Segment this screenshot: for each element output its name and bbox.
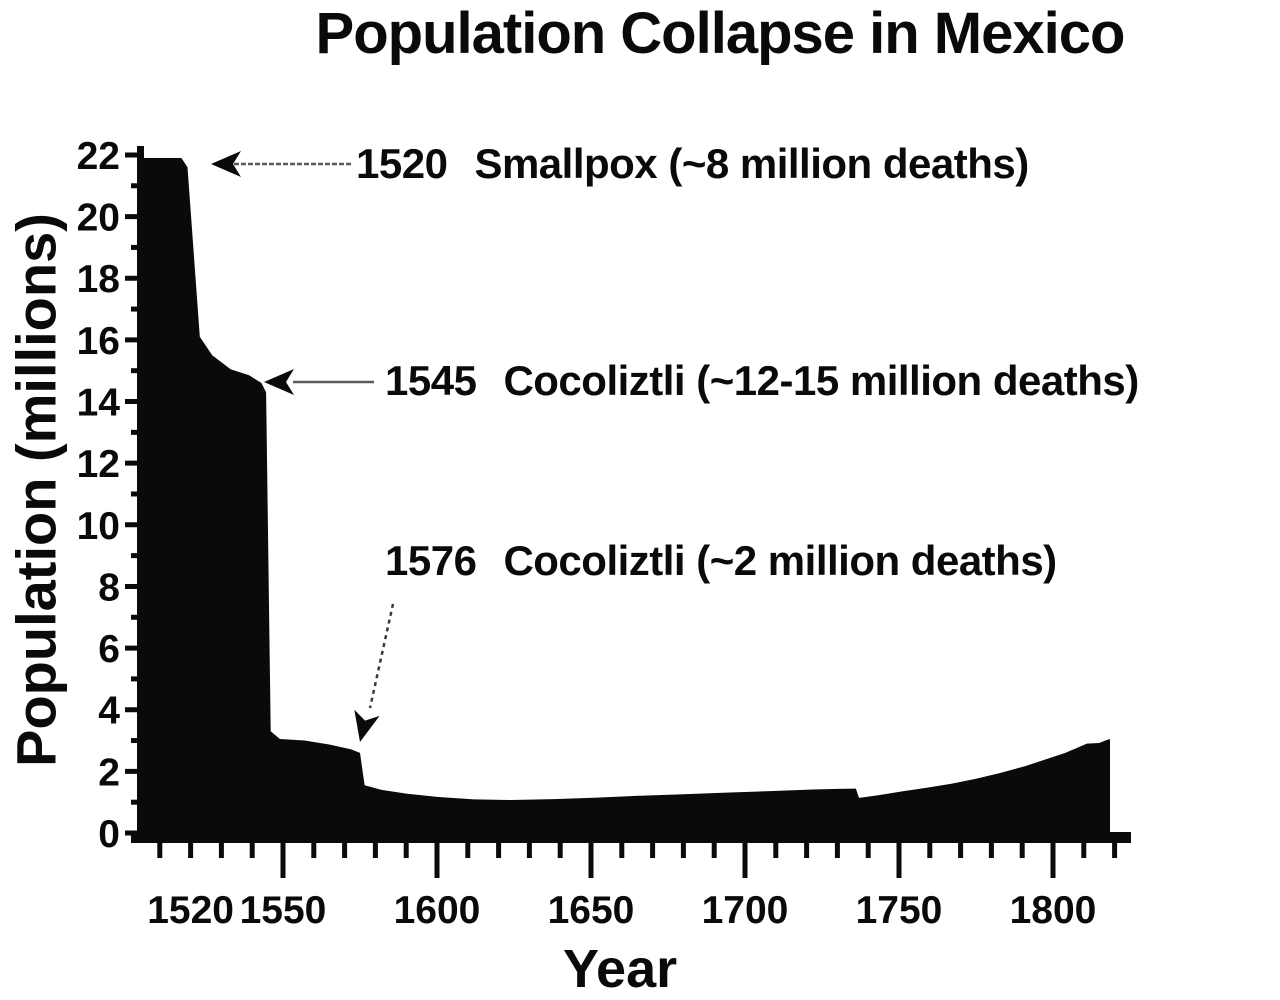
annotation-1545-cocoliztli xyxy=(385,358,1139,404)
x-axis-tick-labels xyxy=(147,889,1096,932)
x-axis-title: Year xyxy=(563,939,678,999)
x-tick-label: 1520 xyxy=(147,889,234,932)
x-tick-label: 1800 xyxy=(1009,889,1097,932)
annotation-text: Cocoliztli (~2 million deaths) xyxy=(503,537,1057,584)
annotation-year: 1545 xyxy=(385,357,477,404)
arrow-shaft xyxy=(370,604,393,708)
annotation-1520-smallpox xyxy=(356,141,1029,187)
annotation-arrow-1520 xyxy=(211,151,352,177)
y-tick-label: 6 xyxy=(98,628,120,672)
y-tick-label: 4 xyxy=(98,689,120,733)
y-tick-label: 2 xyxy=(98,751,120,795)
y-tick-label: 16 xyxy=(76,319,120,363)
x-axis-ticks xyxy=(160,840,1115,878)
annotation-arrow-1576 xyxy=(347,604,393,745)
y-tick-label: 20 xyxy=(76,196,120,240)
annotation-arrow-1545 xyxy=(264,369,374,395)
y-tick-label: 12 xyxy=(76,443,120,487)
arrow-head-left-icon xyxy=(264,369,294,395)
chart-title: Population Collapse in Mexico xyxy=(315,1,1125,66)
annotation-1576-cocoliztli xyxy=(385,538,1057,584)
y-axis-tick-labels xyxy=(77,135,121,856)
annotation-year: 1576 xyxy=(385,537,477,584)
y-tick-label: 18 xyxy=(76,258,120,302)
annotation-year: 1520 xyxy=(356,140,448,187)
population-area-series xyxy=(141,158,1110,833)
x-tick-label: 1650 xyxy=(547,889,635,932)
y-tick-label: 8 xyxy=(98,566,120,610)
y-tick-label: 14 xyxy=(76,381,120,425)
arrow-head-down-icon xyxy=(347,710,379,745)
y-axis-title: Population (millions) xyxy=(4,213,68,767)
y-tick-label: 22 xyxy=(76,134,120,178)
x-tick-label: 1700 xyxy=(701,889,789,932)
x-tick-label: 1550 xyxy=(239,889,327,932)
y-tick-label: 10 xyxy=(76,504,120,548)
annotation-text: Smallpox (~8 million deaths) xyxy=(474,140,1029,187)
x-tick-label: 1750 xyxy=(855,889,943,932)
y-tick-label: 0 xyxy=(98,813,120,856)
x-tick-label: 1600 xyxy=(393,889,481,932)
annotation-text: Cocoliztli (~12-15 million deaths) xyxy=(503,357,1139,404)
